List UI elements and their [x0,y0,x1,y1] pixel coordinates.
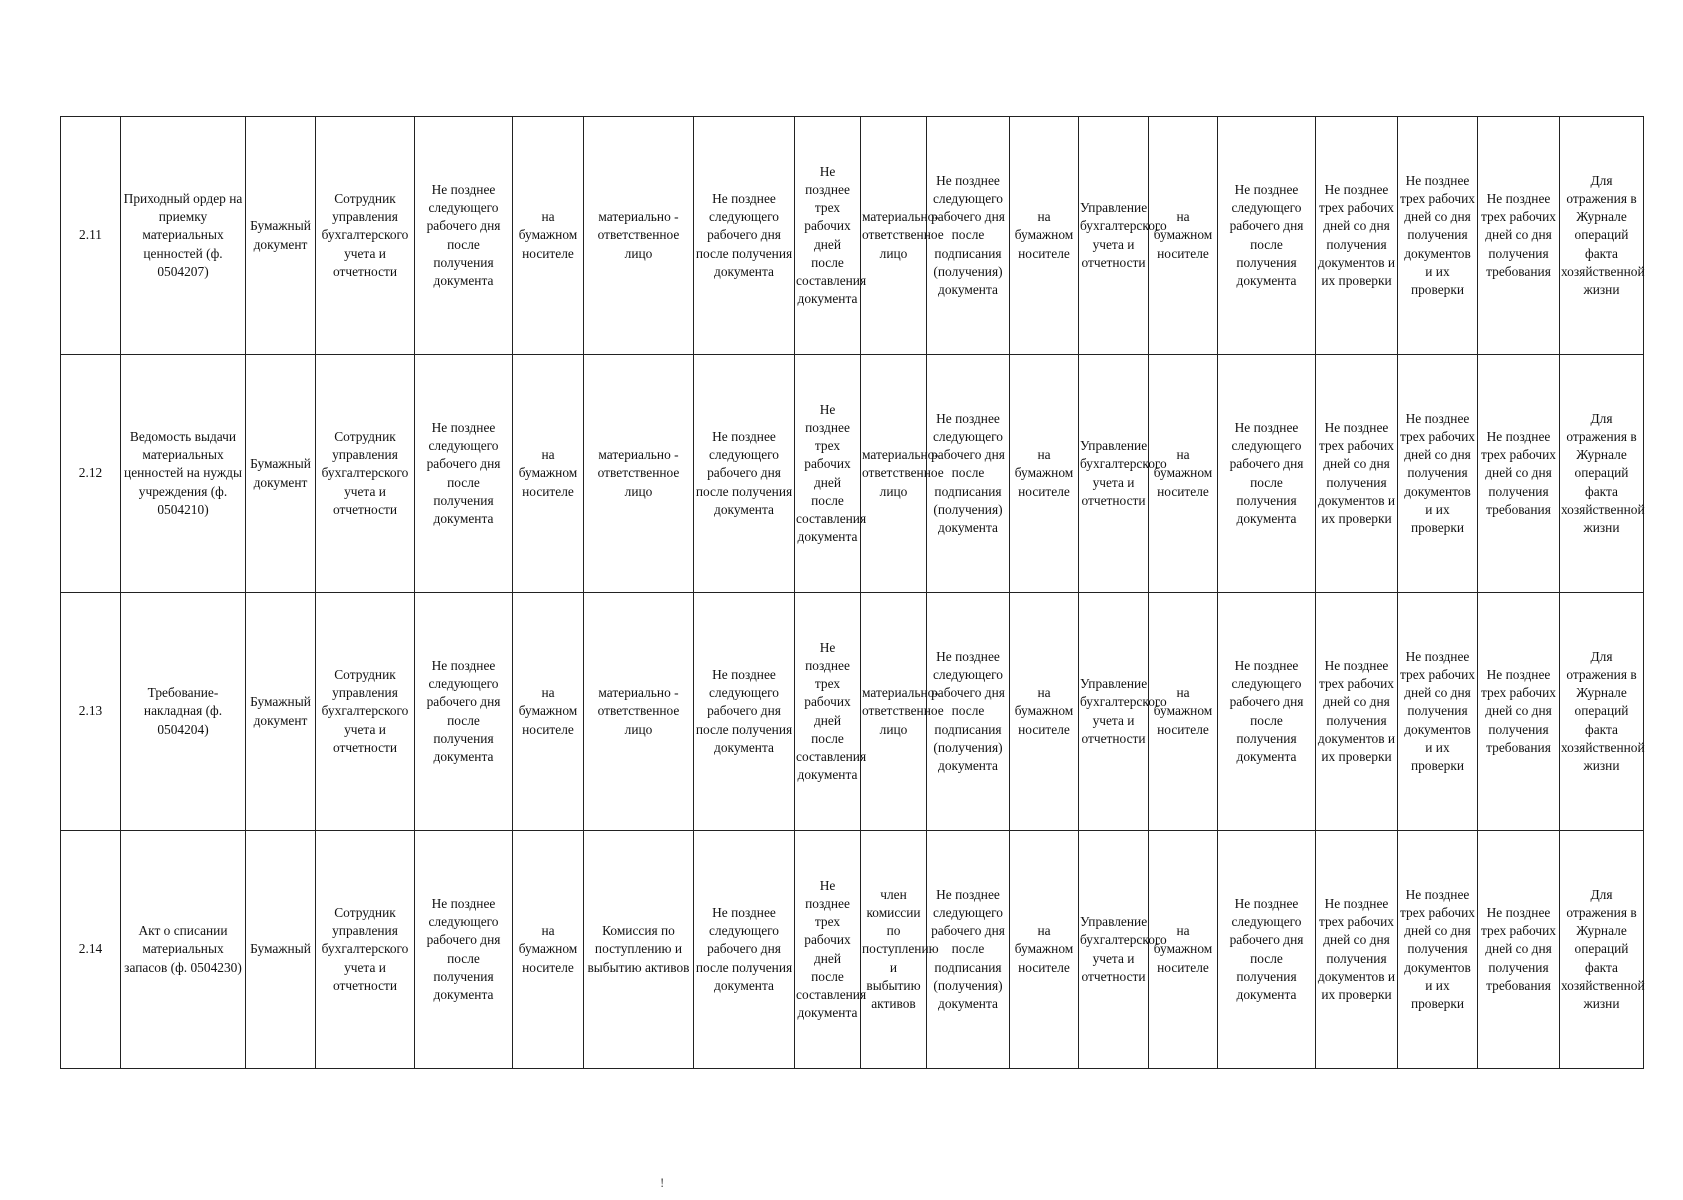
transfer-term: Не позднее следующего рабочего дня после подписания (получения) документа [927,355,1010,593]
row-number: 2.11 [61,117,121,355]
signer: материально - ответственное лицо [584,593,694,831]
row-number: 2.13 [61,593,121,831]
receiver: Управление бухгалтерского учета и отчетности [1079,831,1149,1069]
creator-medium: на бумажном носителе [513,117,584,355]
check-term-3: Не позднее трех рабочих дней со дня получения требования [1478,831,1560,1069]
signer: Комиссия по поступлению и выбытию активов [584,831,694,1069]
table-row [61,831,1644,1069]
creator: Сотрудник управления бухгалтерского учета и отчетности [316,593,415,831]
check-term-1: Не позднее трех рабочих дней со дня получения документов и их проверки [1316,355,1398,593]
creator: Сотрудник управления бухгалтерского учета и отчетности [316,355,415,593]
check-term-2: Не позднее трех рабочих дней со дня получения документов и их проверки [1398,117,1478,355]
signer-term: Не позднее следующего рабочего дня после получения документа [694,355,795,593]
check-term-1: Не позднее трех рабочих дней со дня получения документов и их проверки [1316,117,1398,355]
table-row [61,355,1644,593]
creator-term: Не позднее следующего рабочего дня после получения документа [415,355,513,593]
creator-term: Не позднее следующего рабочего дня после получения документа [415,593,513,831]
document-flow-table [60,116,1644,1069]
document-name: Ведомость выдачи материальных ценностей на нужды учреждения (ф. 0504210) [121,355,246,593]
receiver-term: Не позднее следующего рабочего дня после получения документа [1218,355,1316,593]
signer-term: Не позднее следующего рабочего дня после получения документа [694,593,795,831]
signer: материально - ответственное лицо [584,117,694,355]
receiver: Управление бухгалтерского учета и отчетности [1079,593,1149,831]
row-number: 2.14 [61,831,121,1069]
receiver-term: Не позднее следующего рабочего дня после получения документа [1218,831,1316,1069]
transfer-medium: на бумажном носителе [1010,117,1079,355]
creator-term: Не позднее следующего рабочего дня после получения документа [415,117,513,355]
approver-term: Не позднее трех рабочих дней после составления документа [795,831,861,1069]
purpose: Для отражения в Журнале операций факта хозяйственной жизни [1560,117,1644,355]
creator: Сотрудник управления бухгалтерского учета и отчетности [316,831,415,1069]
approver: член комиссии по поступлению и выбытию активов [861,831,927,1069]
receiver: Управление бухгалтерского учета и отчетности [1079,117,1149,355]
approver: материально-ответственное лицо [861,593,927,831]
creator: Сотрудник управления бухгалтерского учета и отчетности [316,117,415,355]
receiver-medium: на бумажном носителе [1149,355,1218,593]
approver-term: Не позднее трех рабочих дней после составления документа [795,117,861,355]
transfer-medium: на бумажном носителе [1010,593,1079,831]
receiver-medium: на бумажном носителе [1149,117,1218,355]
receiver-medium: на бумажном носителе [1149,831,1218,1069]
footer-mark: ! [660,1175,665,1190]
purpose: Для отражения в Журнале операций факта хозяйственной жизни [1560,355,1644,593]
creator-medium: на бумажном носителе [513,355,584,593]
transfer-medium: на бумажном носителе [1010,831,1079,1069]
receiver: Управление бухгалтерского учета и отчетности [1079,355,1149,593]
document-name: Требование-накладная (ф. 0504204) [121,593,246,831]
creator-term: Не позднее следующего рабочего дня после получения документа [415,831,513,1069]
document-name: Приходный ордер на приемку материальных ценностей (ф. 0504207) [121,117,246,355]
signer-term: Не позднее следующего рабочего дня после получения документа [694,117,795,355]
check-term-2: Не позднее трех рабочих дней со дня получения документов и их проверки [1398,355,1478,593]
creator-medium: на бумажном носителе [513,831,584,1069]
approver-term: Не позднее трех рабочих дней после составления документа [795,355,861,593]
row-number: 2.12 [61,355,121,593]
document-form: Бумажный документ [246,593,316,831]
receiver-medium: на бумажном носителе [1149,593,1218,831]
transfer-term: Не позднее следующего рабочего дня после подписания (получения) документа [927,593,1010,831]
check-term-1: Не позднее трех рабочих дней со дня получения документов и их проверки [1316,593,1398,831]
document-form: Бумажный документ [246,117,316,355]
check-term-3: Не позднее трех рабочих дней со дня получения требования [1478,355,1560,593]
signer: материально - ответственное лицо [584,355,694,593]
check-term-3: Не позднее трех рабочих дней со дня получения требования [1478,117,1560,355]
purpose: Для отражения в Журнале операций факта хозяйственной жизни [1560,831,1644,1069]
approver: материально-ответственное лицо [861,355,927,593]
transfer-term: Не позднее следующего рабочего дня после подписания (получения) документа [927,831,1010,1069]
table-row [61,117,1644,355]
transfer-term: Не позднее следующего рабочего дня после подписания (получения) документа [927,117,1010,355]
check-term-2: Не позднее трех рабочих дней со дня получения документов и их проверки [1398,593,1478,831]
table-row [61,593,1644,831]
purpose: Для отражения в Журнале операций факта хозяйственной жизни [1560,593,1644,831]
document-name: Акт о списании материальных запасов (ф. 0504230) [121,831,246,1069]
approver-term: Не позднее трех рабочих дней после составления документа [795,593,861,831]
receiver-term: Не позднее следующего рабочего дня после получения документа [1218,117,1316,355]
creator-medium: на бумажном носителе [513,593,584,831]
receiver-term: Не позднее следующего рабочего дня после получения документа [1218,593,1316,831]
signer-term: Не позднее следующего рабочего дня после получения документа [694,831,795,1069]
check-term-2: Не позднее трех рабочих дней со дня получения документов и их проверки [1398,831,1478,1069]
document-form: Бумажный [246,831,316,1069]
check-term-3: Не позднее трех рабочих дней со дня получения требования [1478,593,1560,831]
document-form: Бумажный документ [246,355,316,593]
check-term-1: Не позднее трех рабочих дней со дня получения документов и их проверки [1316,831,1398,1069]
approver: материально-ответственное лицо [861,117,927,355]
transfer-medium: на бумажном носителе [1010,355,1079,593]
